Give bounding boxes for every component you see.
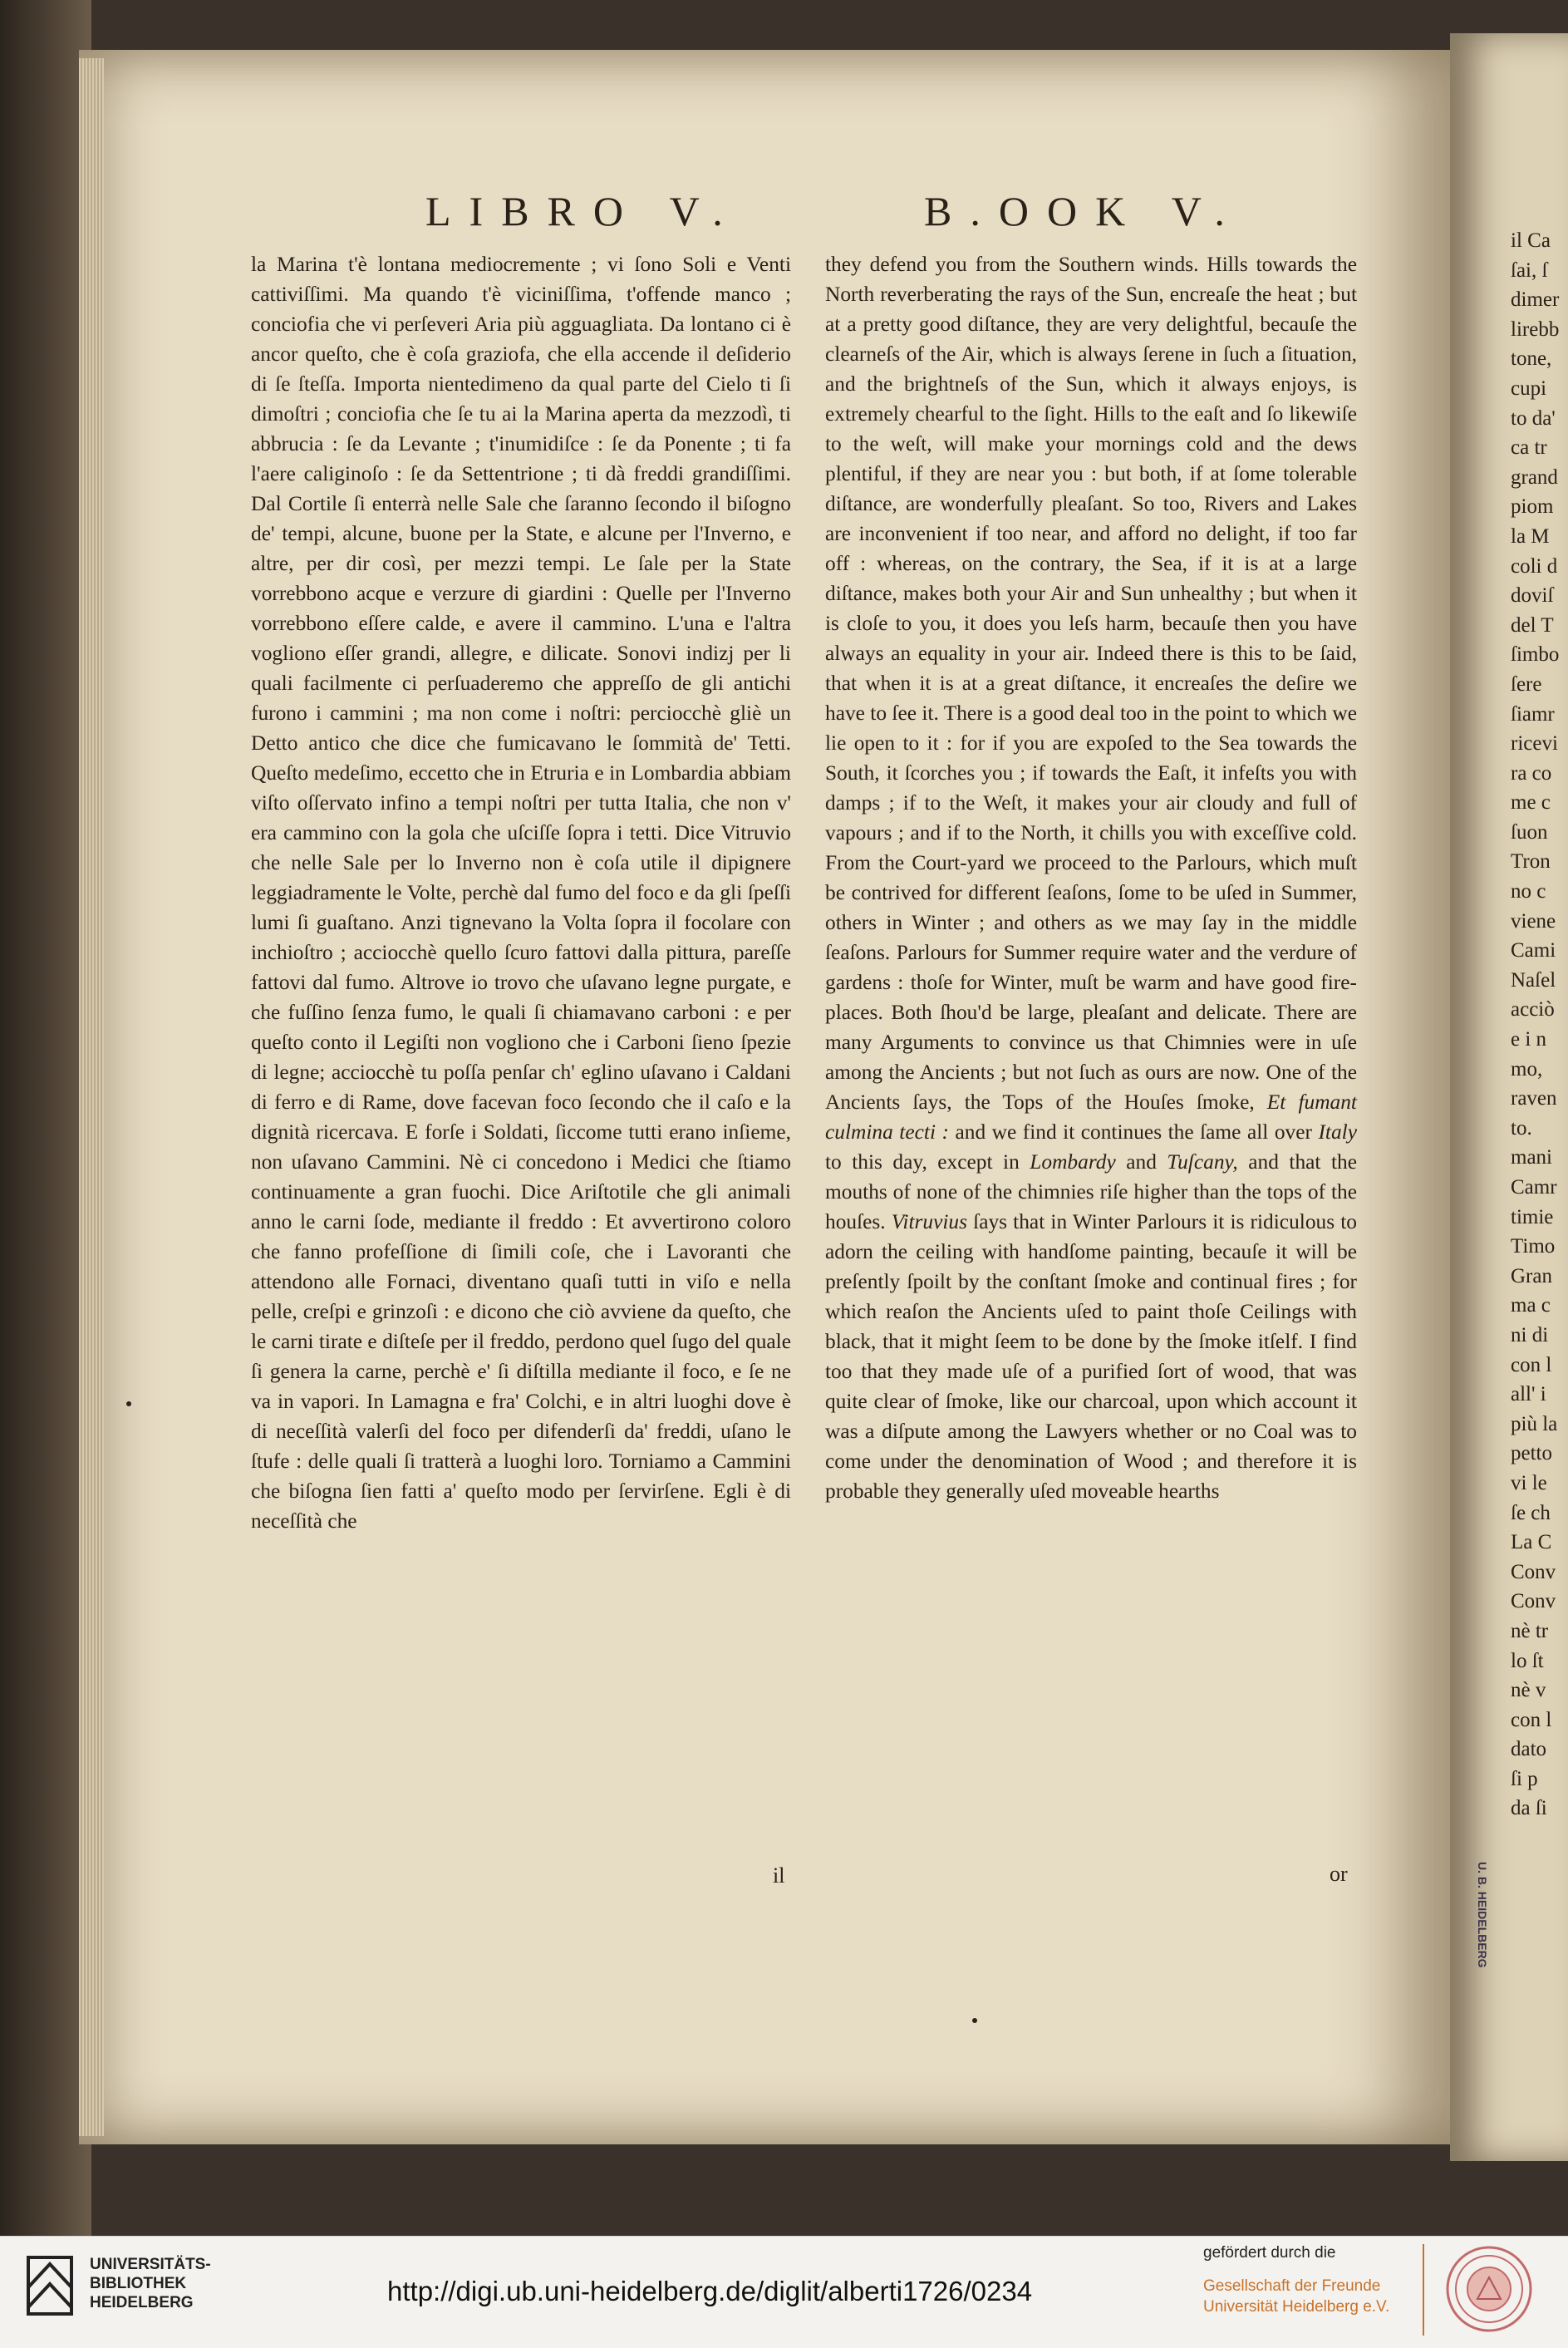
book-spine — [0, 0, 91, 2236]
next-page-fragment: con l — [1511, 1353, 1552, 1376]
next-page-fragment: Cami — [1511, 939, 1556, 962]
next-page-fragment: la M — [1511, 524, 1550, 548]
next-page-fragment: acciò — [1511, 998, 1555, 1021]
header-book: B.OOK V. — [924, 188, 1243, 234]
italic-run: Italy — [1318, 1120, 1357, 1144]
next-page-fragment: ca tr — [1511, 436, 1547, 460]
italian-column — [251, 249, 791, 1536]
next-page-fragment: lirebb — [1511, 317, 1560, 341]
text-run: and we find it continues the ſame all over — [948, 1120, 1319, 1144]
italic-run: Lombardy — [1030, 1150, 1116, 1174]
next-page-fragment: del T — [1511, 613, 1554, 637]
next-page-fragment: mo, — [1511, 1057, 1543, 1080]
next-page-fragment: ſuon — [1511, 820, 1548, 844]
next-page-fragment: me c — [1511, 791, 1551, 815]
text-run: and — [1115, 1150, 1167, 1174]
text-run: they defend you from the Southern winds. Hills towards the North reverberating the rays of the Sun, encreaſe the heat ; but at a pretty good diſtance, they are very delightful, becauſe the clearneſs of the Air, which is always ſerene in ſuch a ſituation, and the brightneſs of the Sun, which it always enjoys, is extremely chearful to the ſight. Hills to the eaſt and ſo likewiſe to the weſt, will make your mornings cold and the dews plentiful, if they are near you : but both, if at ſome tolerable diſtance, are wonderfully pleaſant. So too, Rivers and Lakes are inconvenient if too near, and afford no delight, if too far off : whereas, on the contrary, the Sea, if it is at a large diſtance, makes both your Air and Sun unhealthy ; but when it is cloſe to you, it does you leſs harm, becauſe then you have always an equality in your air. Indeed there is this to be ſaid, that when it is at a great diſtance, it encreaſes the deſire we have to ſee it. There is a good deal too in the point to which we lie open to it : for if you are expoſed to the Sea towards the South, it ſcorches you ; if towards the Eaſt, it infeſts you with damps ; if to the Weſt, it makes your air cloudy and full of vapours ; and if to the North, it chills you with exceſſive cold. From the Court-yard we proceed to the Parlours, which muſt be contrived for different ſeaſons, ſome to be uſed in Summer, others in Winter ; and others as we may ſay in the middle ſeaſons. Parlours for Summer require water and the verdure of gardens : thoſe for Winter, muſt be warm and have good fire-places. Both ſhou'd be large, pleaſant and delicate. There are many Arguments to convince us that Chimnies were in uſe among the Ancients ; but not ſuch as ours are now. One of the Ancients ſays, the Tops of the Houſes ſmoke, — [825, 253, 1357, 1114]
next-page-fragment: Conv — [1511, 1560, 1556, 1583]
next-page-fragment: con l — [1511, 1708, 1552, 1731]
next-page-fragment: Tron — [1511, 850, 1551, 874]
next-page-fragment: to da' — [1511, 406, 1556, 430]
next-page-fragment: La C — [1511, 1531, 1552, 1554]
next-page-fragment: da ſi — [1511, 1797, 1547, 1820]
sponsor-name-line: Universität Heidelberg e.V. — [1203, 2298, 1390, 2316]
library-stamp: U. B. HEIDELBERG — [1476, 1862, 1489, 1968]
next-page-fragment: più la — [1511, 1412, 1558, 1435]
next-page-fragment: ſai, ſ — [1511, 258, 1548, 282]
university-seal-icon — [1444, 2244, 1534, 2334]
next-page-fragment: Timo — [1511, 1235, 1556, 1258]
library-name-line: HEIDELBERG — [90, 2294, 194, 2311]
english-column — [825, 249, 1357, 1506]
next-page-fragment: ſiamr — [1511, 702, 1555, 726]
next-page-fragment: ma c — [1511, 1294, 1551, 1317]
university-library-logo-icon — [25, 2254, 75, 2317]
ink-dot — [126, 1401, 131, 1406]
right-catchword: or — [1330, 1862, 1348, 1886]
next-page-fragment: mani — [1511, 1146, 1552, 1169]
text-run: and that the mouths of none of the chimnies riſe higher than the tops of the houſes. — [825, 1150, 1357, 1233]
sponsor-name-line: Gesellschaft der Freunde — [1203, 2277, 1381, 2295]
next-page-fragment: petto — [1511, 1442, 1552, 1465]
page-url-link[interactable]: http://digi.ub.uni-heidelberg.de/diglit/alberti1726/0234 — [387, 2276, 1033, 2306]
next-page-fragment: dato — [1511, 1738, 1547, 1761]
footer-divider — [1423, 2244, 1424, 2336]
next-page-fragment: Naſel — [1511, 968, 1556, 992]
next-page-fragment: coli d — [1511, 554, 1558, 578]
english-text — [825, 249, 1357, 1506]
next-page-fragment: e i n — [1511, 1028, 1547, 1051]
next-page-fragment: viene — [1511, 909, 1556, 933]
next-page-fragment: il Ca — [1511, 229, 1551, 252]
next-page-fragment: Gran — [1511, 1264, 1552, 1287]
left-catchword: il — [773, 1863, 785, 1888]
sponsor-caption: gefördert durch die — [1203, 2244, 1336, 2262]
next-page-fragment: ſimbo — [1511, 643, 1560, 667]
ink-dot — [972, 2018, 977, 2023]
italic-run: Et fumant culmina tecti : — [825, 1090, 1357, 1144]
next-page-fragment: to. — [1511, 1116, 1532, 1140]
next-page-fragment: nè tr — [1511, 1619, 1549, 1642]
italian-text: la Marina t'è lontana mediocremente ; vi ſono Soli e Venti cattiviſſimi. Ma quando t'è viciniſſima, t'offende manco ; conciofia che vi perſeveri Aria più agguagliata. Da lontano ci è ancor queſto, che è coſa graziofa, che ella accende il deſiderio di ſe ſteſſa. Importa nientedimeno da qual parte del Cielo ti ſi dimoſtri ; conciofia che ſe tu ai la Marina aperta da mezzodì, ti abbrucia : ſe da Levante ; t'inumidiſce : ſe da Ponente ; ti fa l'aere caliginoſo : ſe da Settentrione ; ti dà freddi grandiſſimi. Dal Cortile ſi enterrà nelle Sale che ſaranno ſecondo il biſogno de' tempi, alcune, buone per la State, e alcune per l'Inverno, e altre, per dir così, per mezzi tempi. Le ſale per la State vorrebbono acque e verzure di giardini : Quelle per l'Inverno vorrebbono eſſere calde, e avere il cammino. L'una e l'altra vogliono eſſer grandi, allegre, e dilicate. Sonovi indizj per li quali facilmente ci perſuaderemo che appreſſo de gli antichi furono i cammini ; ma non come i noſtri: perciocchè gliè un Detto antico che dice che fumicavano le ſommità de' Tetti. Queſto medeſimo, eccetto che in Etruria e in Lombardia abbiam viſto oſſervato infino a tempi noſtri per tutta Italia, che non v' era cammino con la gola che uſciſſe ſopra i tetti. Dice Vitruvio che nelle Sale per lo Inverno non è coſa utile il dipignere leggiadramente le Volte, perchè dal fumo del foco e da gli ſpeſſi lumi ſi guaſtano. Anzi tignevano la Volta ſopra il focolare con inchioſtro ; acciocchè quello ſcuro fattovi dalla pittura, pareſſe fattovi dal fumo. Altrove io trovo che uſavano legne purgate, e che fuſſino ſenza fumo, le quali ſi chiamavano carboni : e per queſto conto il Legiſti non vogliono che i Carboni ſieno ſpezie di legne; acciocchè tu poſſa penſar ch' eglino uſavano i Caldani di ferro e di Rame, dove facevan foco ſecondo che il caſo e la dignità ricercava. E forſe i Soldati, ſiccome tutti erano inſieme, non uſavano Cammini. Nè ci concedono i Medici che ſtiamo continuamente a gran fuochi. Dice Ariſtotile che gli animali anno le carni ſode, mediante il freddo : Et avvertirono coloro che fanno profeſſione di ſimili coſe, che i Lavoranti che attendono alle Fornaci, diventano quaſi tutti in viſo e nella pelle, creſpi e grinzoſi : e dicono che ciò avviene da queſto, che le carni tirate e diſteſe per il freddo, perdono quel ſugo del quale ſi genera la carne, perchè e' ſi diſtilla mediante il foco, e ſe ne va in vapori. In Lamagna e fra' Colchi, e in altri luoghi dove è di neceſſità valerſi del foco per difenderſi da' freddi, uſano le ſtufe : delle quali ſi tratterà a luoghi loro. Torniamo a Cammini che biſogna ſien fatti a' queſto modo per ſervirſene. Egli è di neceſſità che — [251, 253, 791, 1533]
next-page-fragment: ſere — [1511, 672, 1542, 696]
next-page-fragment: vi le — [1511, 1471, 1547, 1494]
next-page-fragment: cupi — [1511, 377, 1547, 400]
next-page-fragment: no c — [1511, 880, 1546, 903]
next-page-fragment: timie — [1511, 1205, 1554, 1228]
next-page-fragment: ſe ch — [1511, 1501, 1551, 1524]
library-name-line: BIBLIOTHEK — [90, 2275, 187, 2292]
next-page-fragment: ni di — [1511, 1323, 1549, 1346]
library-name-line: UNIVERSITÄTS- — [90, 2256, 211, 2273]
italic-run: Tuſcany, — [1167, 1150, 1238, 1174]
next-page-fragment: Conv — [1511, 1590, 1556, 1613]
next-page-fragment: tone, — [1511, 347, 1552, 371]
next-page-fragment: ricevi — [1511, 732, 1558, 756]
next-page-fragment: nè v — [1511, 1679, 1546, 1702]
library-name — [90, 2255, 211, 2312]
next-page-fragment: raven — [1511, 1087, 1557, 1110]
next-page-fragment: dimer — [1511, 288, 1560, 312]
sponsor-name — [1203, 2276, 1389, 2317]
header-libro: LIBRO V. — [425, 188, 741, 234]
next-page-fragment: grand — [1511, 465, 1558, 489]
next-page-fragment: Camr — [1511, 1176, 1557, 1199]
next-page-fragment: doviſ — [1511, 584, 1554, 608]
next-page-fragment: ſi p — [1511, 1767, 1538, 1790]
page-edges — [79, 58, 104, 2136]
next-page-fragment: all' i — [1511, 1383, 1546, 1406]
text-run: to this day, except in — [825, 1150, 1030, 1174]
next-page-text-fragments — [1511, 226, 1568, 1824]
text-run: ſays that in Winter Parlours it is ridiculous to adorn the ceiling with handſome painting, becauſe it will be preſently ſpoilt by the conſtant ſmoke and continual fires ; for which reaſon the Ancients uſed to paint thoſe Ceilings with black, that it might ſeem to be done by the ſmoke itſelf. I find too that they made uſe of a purified ſort of wood, that was quite clear of ſmoke, like our charcoal, upon which account it was a diſpute among the Lawyers whether or no Coal was to come under the denomination of Wood ; and therefore it is probable they generally uſed moveable hearths — [825, 1210, 1357, 1503]
next-page-fragment: piom — [1511, 495, 1554, 519]
next-page-fragment: lo ſt — [1511, 1649, 1544, 1672]
next-page-fragment: ra co — [1511, 761, 1552, 785]
italic-run: Vitruvius — [891, 1210, 967, 1233]
